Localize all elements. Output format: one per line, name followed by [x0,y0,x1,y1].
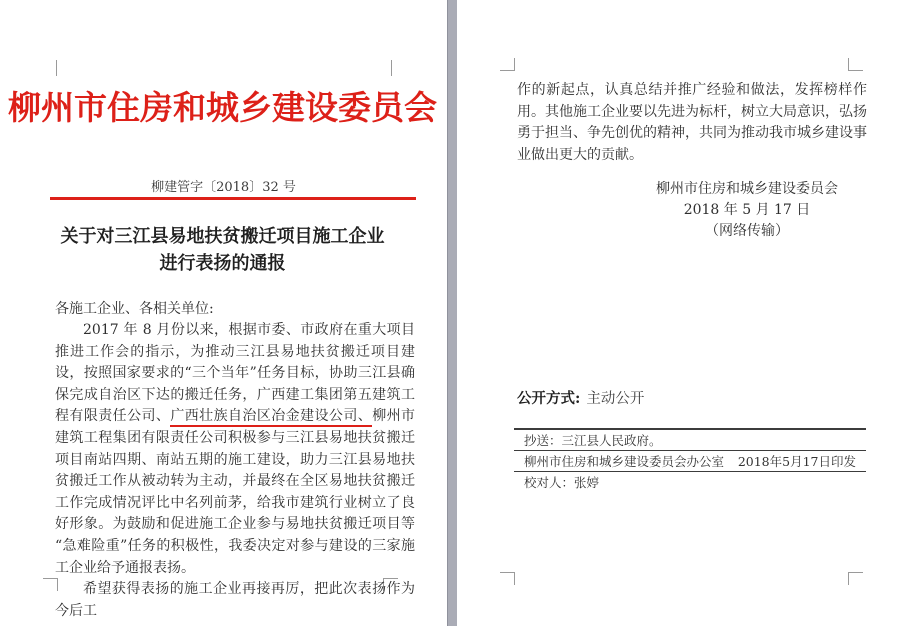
margin-crop-mark [500,58,515,71]
footer-proofreader-row: 校对人：张婷 [514,471,866,492]
body-text [55,320,415,622]
publicity-method-line [517,387,644,408]
document-title [25,223,420,277]
signature-date: 2018 年 5 月 17 日 [683,202,811,218]
footer-issuer-office: 柳州市住房和城乡建设委员会办公室 [524,454,725,469]
margin-crop-mark [56,60,57,76]
document-title-line2: 进行表扬的通报 [159,253,286,274]
publicity-method-value: 主动公开 [586,391,645,407]
paragraph-2: 希望获得表扬的施工企业再接再厉，把此次表扬作为今后工 [55,581,415,619]
document-page-2 [457,0,900,626]
margin-crop-mark [848,58,863,71]
margin-crop-mark [848,572,863,585]
letterhead-org-title: 柳州市住房和城乡建设委员会 [8,88,437,127]
body-text-continuation [517,80,867,166]
footer-print-date: 2018年5月17日印发 [737,454,856,469]
paragraph-1-text-after: 柳州市建筑工程集团有限责任公司积极参与三江县易地扶贫搬迁项目南站四期、南站五期的施工建设，助力三江县易地扶贫搬迁工作从被动转为主动，并最终在全区易地扶贫搬迁工作完成情况评比中名列前茅，给我市建筑行业树立了良好形象。为鼓励和促进施工企业参与易地扶贫搬迁项目等“急难险重”任务的积极性，我委决定对参与建设的三家施工企业给予通报表扬。 [55,408,416,576]
footer-cc-row: 抄送：三江县人民政府。 [514,428,866,450]
signature-transmission-method: （网络传输） [705,223,789,239]
document-page-1 [0,0,447,626]
footer-issuer-row [514,450,866,471]
paragraph-1-underlined-company: 广西壮族自治区冶金建设公司、 [170,408,372,427]
document-footer-block [514,428,866,492]
paragraph-2-continuation: 作的新起点，认真总结并推广经验和做法，发挥榜样作用。其他施工企业要以先进为标杆，树立大局意识，弘扬勇于担当、争先创优的精神，共同为推动我市城乡建设事业做出更大的贡献。 [517,82,867,163]
margin-crop-mark [500,572,515,585]
signature-block [607,179,887,242]
document-number: 柳建管字〔2018〕32 号 [151,180,296,195]
document-title-line1: 关于对三江县易地扶贫搬迁项目施工企业 [60,226,385,247]
publicity-method-label: 公开方式: [517,390,581,407]
margin-crop-mark [391,60,392,76]
signature-org: 柳州市住房和城乡建设委员会 [656,181,838,197]
letterhead-red-rule [50,197,416,200]
paragraph-1-text-before: 2017 年 8 月份以来，根据市委、市政府在重大项目推进工作会的指示，为推动三江县易地扶贫搬迁项目建设，按照国家要求的“三个当年”任务目标，协助三江县确保完成自治区下达的搬迁任务，广西建工集团第五建筑工程有限责任公司、 [55,322,415,425]
salutation: 各施工企业、各相关单位: [55,301,214,317]
paragraph-1 [55,320,415,579]
